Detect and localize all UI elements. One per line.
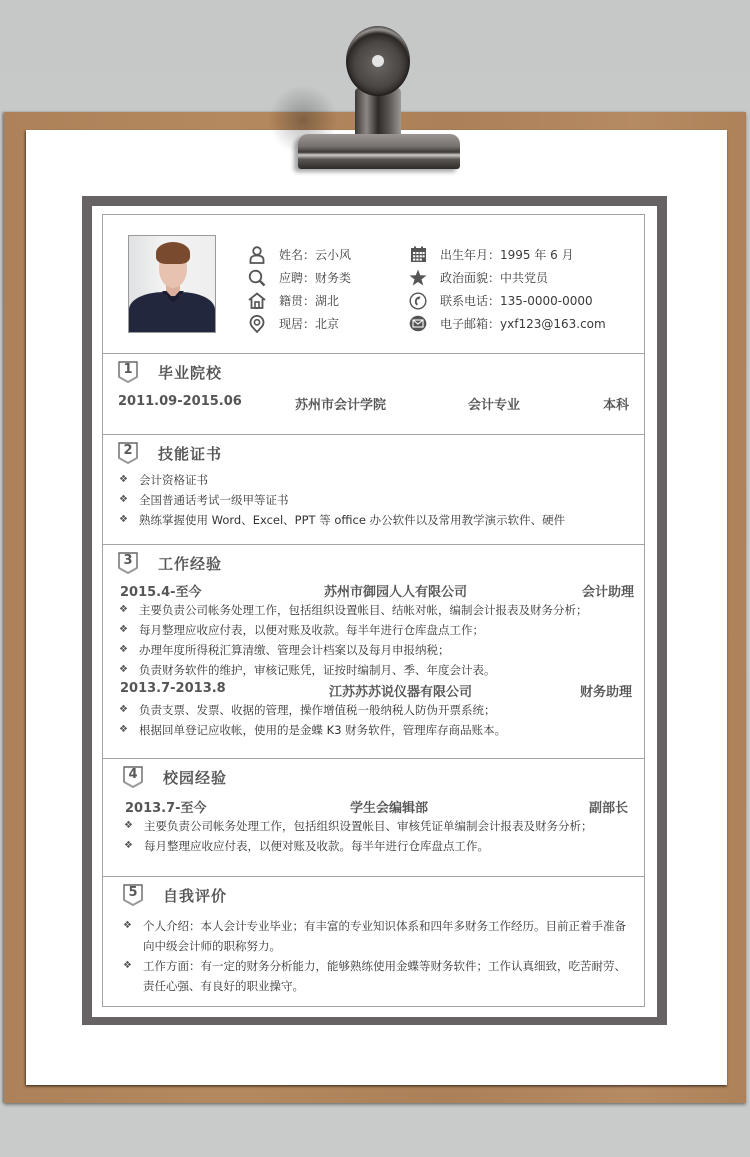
list-item: ❖ 会计资格证书 [119, 470, 634, 490]
profile-phone: 联系电话： 135-0000-0000 [408, 289, 606, 312]
section-title: 自我评价 [163, 886, 228, 905]
job-duties [119, 700, 634, 740]
campus-org: 学生会编辑部 [350, 801, 429, 816]
resume-document [102, 214, 645, 1007]
section-heading [123, 883, 227, 907]
profile-birth: 出生年月： 1995 年 6 月 [408, 243, 606, 266]
campus-role: 副部长 [588, 801, 628, 816]
profile-photo [128, 235, 216, 333]
education-degree: 本科 [602, 398, 629, 413]
self-evaluation-list [123, 916, 632, 996]
profile-position: 应聘： 财务类 [247, 266, 351, 289]
education-school: 苏州市会计学院 [295, 398, 387, 413]
phone-icon [408, 292, 428, 310]
diamond-bullet-icon: ❖ [119, 724, 128, 735]
calendar-icon [408, 246, 428, 264]
list-item: ❖ 每月整理应收应付表，以便对账及收款。每半年进行仓库盘点工作； [119, 620, 634, 640]
search-icon [247, 269, 267, 287]
job-role: 会计助理 [581, 585, 634, 600]
diamond-bullet-icon: ❖ [119, 704, 128, 715]
section-title: 工作经验 [158, 554, 223, 573]
list-item: ❖ 办理年度所得税汇算清缴、管理会计档案以及每月申报纳税； [119, 640, 634, 660]
profile-hometown: 籍贯： 湖北 [247, 289, 351, 312]
campus-period: 2013.7-至今 [125, 801, 207, 816]
diamond-bullet-icon: ❖ [124, 840, 133, 851]
list-item: ❖ 熟练掌握使用 Word、Excel、PPT 等 office 办公软件以及常用教学演示软件、硬件 [119, 510, 634, 530]
diamond-bullet-icon: ❖ [119, 644, 128, 655]
diamond-bullet-icon: ❖ [119, 624, 128, 635]
diamond-bullet-icon: ❖ [123, 920, 132, 931]
skills-list [119, 470, 634, 530]
work-jobs [119, 580, 634, 740]
list-item: ❖ 主要负责公司帐务处理工作，包括组织设置帐目、结帐对帐，编制会计报表及财务分析； [119, 600, 634, 620]
binder-clip-icon [298, 134, 460, 169]
location-pin-icon [247, 315, 267, 333]
education-major: 会计专业 [468, 398, 521, 413]
list-item: ❖ 全国普通话考试一级甲等证书 [119, 490, 634, 510]
section-heading [118, 360, 222, 384]
diamond-bullet-icon: ❖ [124, 820, 133, 831]
section-work-experience [103, 545, 644, 759]
section-heading [118, 441, 222, 465]
list-item: ❖ 每月整理应收应付表，以便对账及收款。每半年进行仓库盘点工作。 [124, 836, 628, 856]
person-icon [247, 246, 267, 264]
list-item: ❖ 负责支票、发票、收据的管理，操作增值税一般纳税人防伪开票系统； [119, 700, 634, 720]
education-period: 2011.09-2015.06 [118, 394, 242, 409]
diamond-bullet-icon: ❖ [119, 604, 128, 615]
profile-email: 电子邮箱： yxf123@163.com [408, 312, 606, 335]
profile-name: 姓名： 云小风 [247, 243, 351, 266]
number-badge-icon: 4 [123, 766, 143, 788]
number-badge-icon: 3 [118, 552, 138, 574]
section-skills [103, 435, 644, 545]
list-item: ❖ 个人介绍：本人会计专业毕业；有丰富的专业知识体系和四年多财务工作经历。目前正着手准备向中级会计师的职称努力。 [123, 916, 632, 956]
job-header [119, 680, 634, 700]
diamond-bullet-icon: ❖ [119, 514, 128, 525]
diamond-bullet-icon: ❖ [119, 494, 128, 505]
list-item: ❖ 工作方面：有一定的财务分析能力，能够熟练使用金蝶等财务软件；工作认真细致，吃苦耐劳、责任心强、有良好的职业操守。 [123, 956, 632, 996]
campus-header [124, 796, 628, 816]
star-icon [408, 269, 428, 287]
job-period: 2013.7-2013.8 [120, 681, 226, 696]
list-item: ❖ 主要负责公司帐务处理工作，包括组织设置帐目、审核凭证单编制会计报表及财务分析； [124, 816, 628, 836]
mail-icon [408, 315, 428, 333]
binder-clip-hole [372, 55, 384, 67]
profile-header [103, 215, 644, 354]
section-title: 校园经验 [163, 768, 228, 787]
job-period: 2015.4-至今 [120, 585, 202, 600]
number-badge-icon: 1 [118, 361, 138, 383]
section-heading [123, 765, 227, 789]
profile-info-right [408, 243, 606, 335]
section-title: 毕业院校 [158, 363, 223, 382]
campus-duties [124, 816, 628, 856]
job-company: 江苏苏苏说仪器有限公司 [329, 685, 473, 700]
list-item: ❖ 负责财务软件的维护，审核记账凭，证按时编制月、季、年度会计表。 [119, 660, 634, 680]
home-icon [247, 292, 267, 310]
section-title: 技能证书 [158, 444, 223, 463]
section-self-evaluation [103, 877, 644, 1006]
diamond-bullet-icon: ❖ [123, 960, 132, 971]
section-heading [118, 551, 222, 575]
job-duties [119, 600, 634, 680]
campus-entry [124, 796, 628, 856]
job-role: 财务助理 [579, 685, 632, 700]
profile-political-status: 政治面貌： 中共党员 [408, 266, 606, 289]
number-badge-icon: 2 [118, 442, 138, 464]
diamond-bullet-icon: ❖ [119, 664, 128, 675]
job-company: 苏州市御园人人有限公司 [324, 585, 468, 600]
diamond-bullet-icon: ❖ [119, 474, 128, 485]
profile-info-left [247, 243, 351, 335]
number-badge-icon: 5 [123, 884, 143, 906]
profile-residence: 现居： 北京 [247, 312, 351, 335]
section-campus-experience [103, 759, 644, 877]
job-header [119, 580, 634, 600]
section-education [103, 354, 644, 435]
list-item: ❖ 根据回单登记应收帐，使用的是金蝶 K3 财务软件，管理库存商品账本。 [119, 720, 634, 740]
